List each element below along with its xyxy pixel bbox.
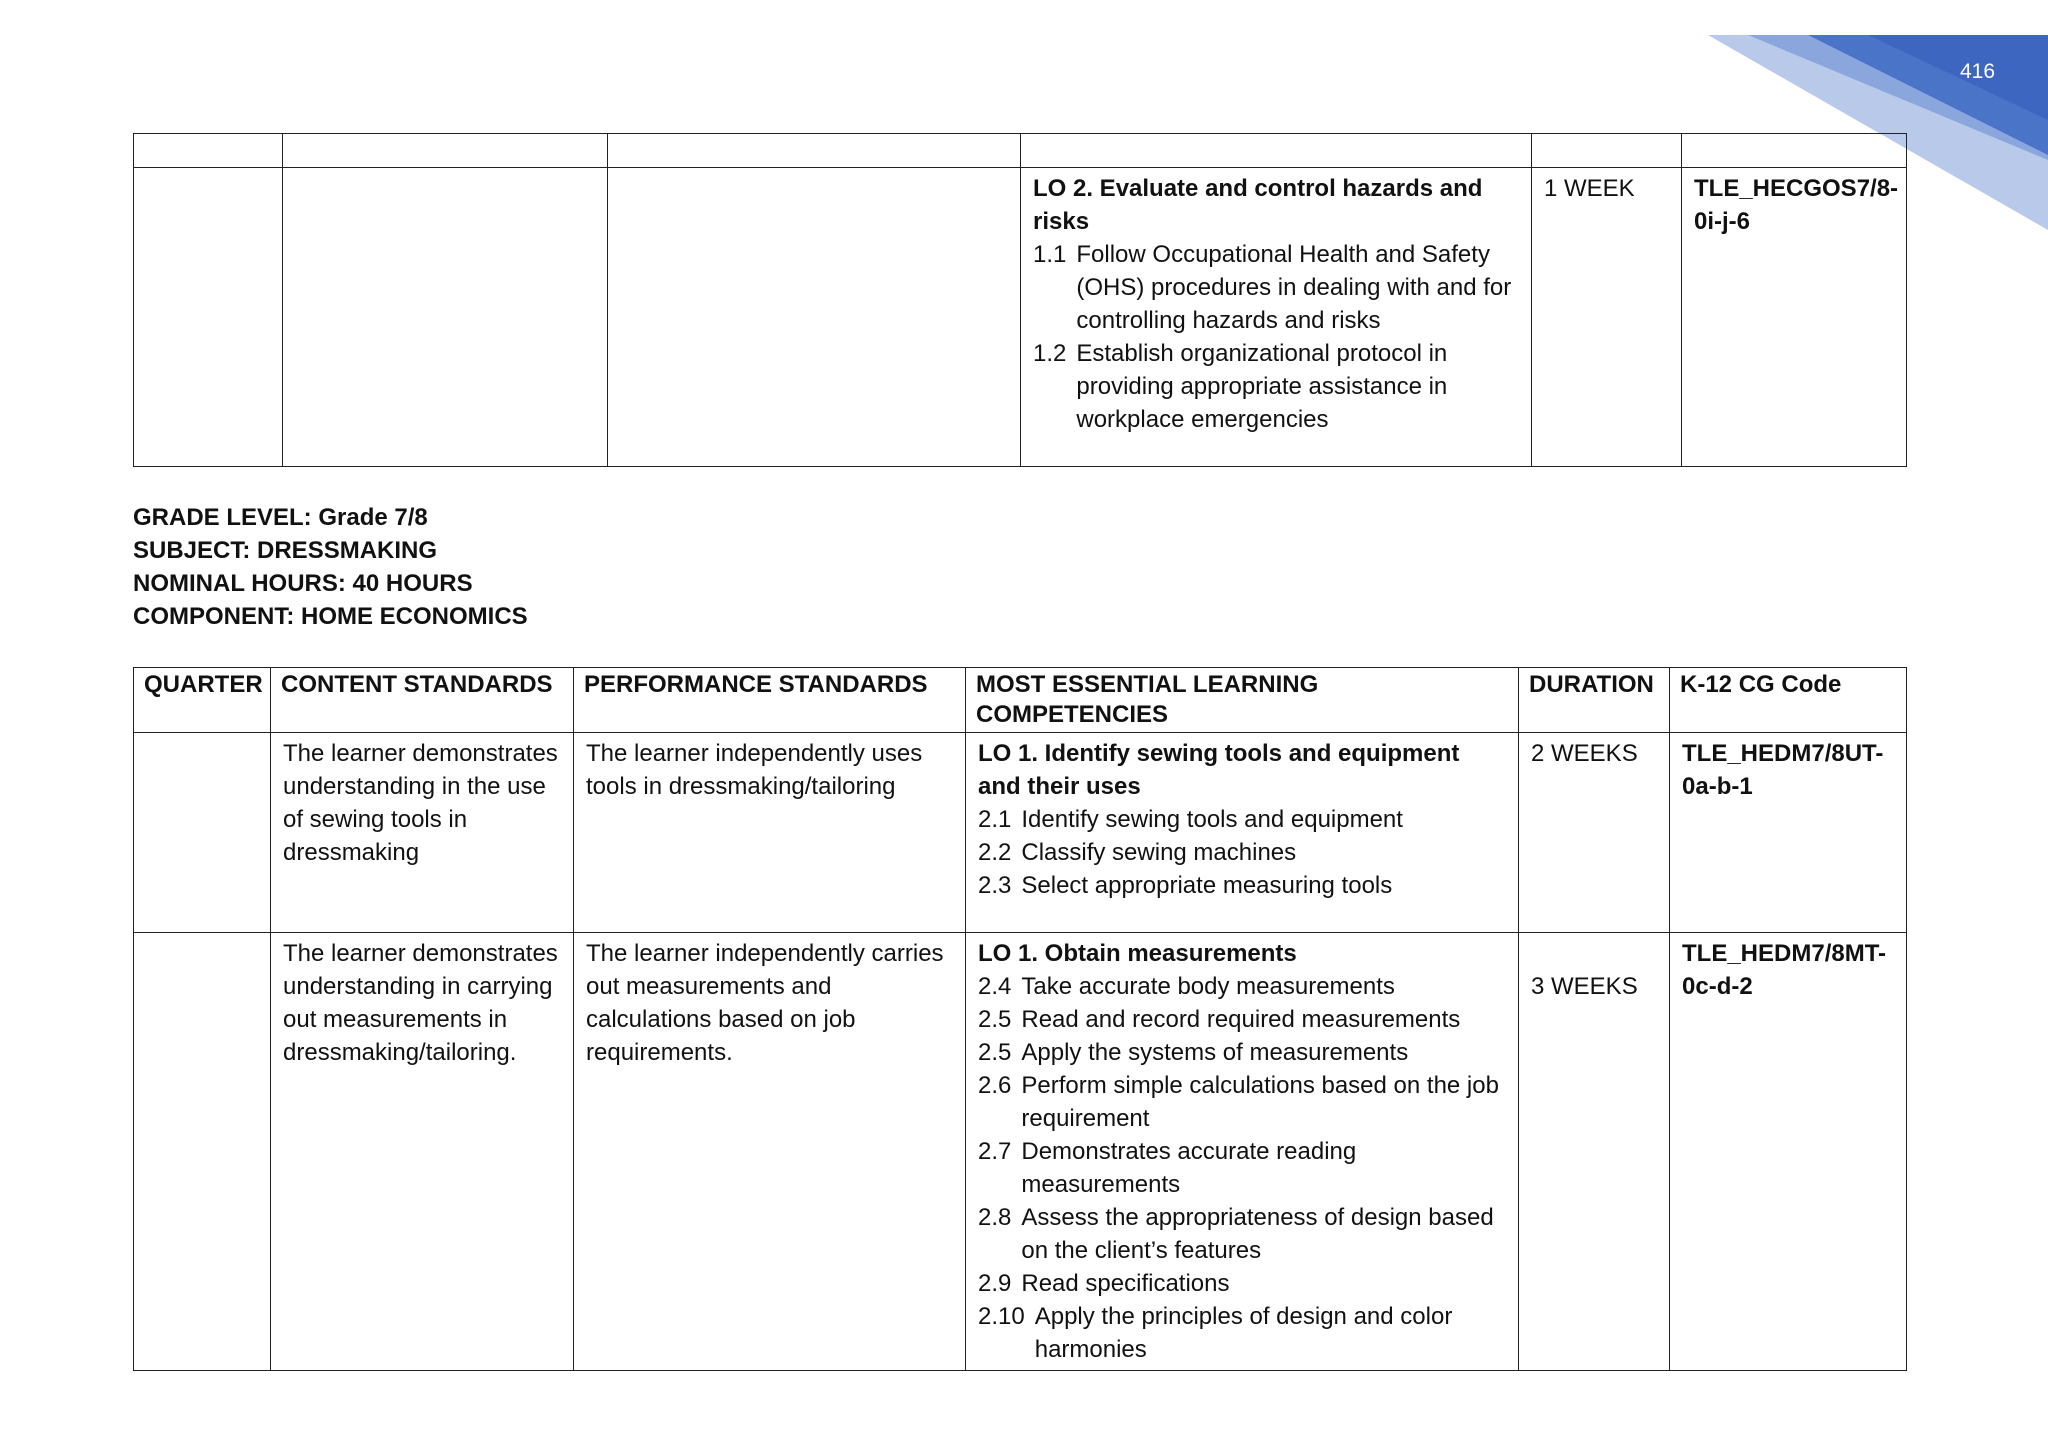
table-cell bbox=[134, 168, 283, 467]
table-row bbox=[134, 733, 1907, 933]
list-item bbox=[978, 869, 1506, 902]
competencies-cell bbox=[966, 733, 1519, 933]
item-text: Take accurate body measurements bbox=[1021, 973, 1395, 1000]
item-text: Follow Occupational Health and Safety (OHS) procedures in dealing with and for controlling hazards and risks bbox=[1076, 241, 1512, 334]
item-number: 2.3 bbox=[978, 872, 1012, 899]
competencies-cell bbox=[1021, 168, 1532, 467]
list-item bbox=[978, 1267, 1506, 1300]
list-item bbox=[978, 1069, 1506, 1135]
header-quarter: QUARTER bbox=[134, 668, 271, 733]
item-text: Select appropriate measuring tools bbox=[1021, 872, 1393, 899]
list-item bbox=[978, 836, 1506, 869]
list-item bbox=[978, 970, 1506, 1003]
table-row bbox=[134, 168, 1907, 467]
list-item bbox=[1033, 238, 1519, 337]
item-number: 2.7 bbox=[978, 1138, 1012, 1165]
quarter-cell bbox=[134, 733, 271, 933]
item-number: 2.1 bbox=[978, 806, 1012, 833]
lo-title: LO 1. Obtain measurements bbox=[978, 940, 1297, 967]
performance-standards-cell: The learner independently uses tools in dressmaking/tailoring bbox=[574, 733, 966, 933]
item-number: 2.4 bbox=[978, 973, 1012, 1000]
item-text: Apply the principles of design and color harmonies bbox=[1034, 1303, 1453, 1363]
top-continuation-table bbox=[133, 133, 1907, 467]
item-number: 2.5 bbox=[978, 1039, 1012, 1066]
duration-cell: 1 WEEK bbox=[1532, 168, 1682, 467]
table-row bbox=[134, 134, 1907, 168]
competencies-cell bbox=[966, 933, 1519, 1371]
list-item bbox=[978, 1201, 1506, 1267]
code-cell: TLE_HEDM7/8UT-0a-b-1 bbox=[1670, 733, 1907, 933]
nominal-hours: NOMINAL HOURS: 40 HOURS bbox=[133, 570, 473, 597]
item-text: Read and record required measurements bbox=[1021, 1006, 1461, 1033]
item-text: Assess the appropriateness of design based on the client’s features bbox=[1021, 1204, 1494, 1264]
item-number: 2.10 bbox=[978, 1303, 1025, 1330]
content-standards-cell: The learner demonstrates understanding in the use of sewing tools in dressmaking bbox=[271, 733, 574, 933]
component: COMPONENT: HOME ECONOMICS bbox=[133, 603, 528, 630]
item-number: 2.5 bbox=[978, 1006, 1012, 1033]
item-text: Perform simple calculations based on the job requirement bbox=[1021, 1072, 1499, 1132]
code-cell: TLE_HEDM7/8MT-0c-d-2 bbox=[1670, 933, 1907, 1371]
curriculum-table bbox=[133, 667, 1907, 1371]
grade-level: GRADE LEVEL: Grade 7/8 bbox=[133, 504, 428, 531]
item-text: Classify sewing machines bbox=[1021, 839, 1297, 866]
list-item bbox=[978, 1036, 1506, 1069]
header-performance-standards: PERFORMANCE STANDARDS bbox=[574, 668, 966, 733]
item-number: 2.2 bbox=[978, 839, 1012, 866]
table-row bbox=[134, 933, 1907, 1371]
list-item bbox=[978, 1300, 1506, 1366]
table-header-row bbox=[134, 668, 1907, 733]
list-item bbox=[978, 1003, 1506, 1036]
item-number: 2.9 bbox=[978, 1270, 1012, 1297]
header-duration: DURATION bbox=[1519, 668, 1670, 733]
header-content-standards: CONTENT STANDARDS bbox=[271, 668, 574, 733]
item-number: 1.2 bbox=[1033, 340, 1067, 367]
list-item bbox=[978, 803, 1506, 836]
lo-title: LO 2. Evaluate and control hazards and risks bbox=[1033, 175, 1483, 235]
duration-cell: 2 WEEKS bbox=[1519, 733, 1670, 933]
duration-cell: 3 WEEKS bbox=[1519, 933, 1670, 1371]
lo-title: LO 1. Identify sewing tools and equipment and their uses bbox=[978, 740, 1460, 800]
header-code: K-12 CG Code bbox=[1670, 668, 1907, 733]
list-item bbox=[978, 1135, 1506, 1201]
item-text: Read specifications bbox=[1021, 1270, 1230, 1297]
item-text: Identify sewing tools and equipment bbox=[1021, 806, 1403, 833]
item-text: Apply the systems of measurements bbox=[1021, 1039, 1409, 1066]
item-text: Establish organizational protocol in providing appropriate assistance in workplace emergencies bbox=[1076, 340, 1448, 433]
item-number: 2.6 bbox=[978, 1072, 1012, 1099]
header-competencies: MOST ESSENTIAL LEARNING COMPETENCIES bbox=[966, 668, 1519, 733]
code-cell: TLE_HECGOS7/8-0i-j-6 bbox=[1682, 168, 1907, 467]
table-cell bbox=[283, 168, 608, 467]
table-cell bbox=[608, 168, 1021, 467]
subject: SUBJECT: DRESSMAKING bbox=[133, 537, 438, 564]
performance-standards-cell: The learner independently carries out measurements and calculations based on job requirements. bbox=[574, 933, 966, 1371]
content-standards-cell: The learner demonstrates understanding in carrying out measurements in dressmaking/tailoring. bbox=[271, 933, 574, 1371]
item-number: 1.1 bbox=[1033, 241, 1067, 268]
quarter-cell bbox=[134, 933, 271, 1371]
list-item bbox=[1033, 337, 1519, 436]
course-info bbox=[133, 501, 528, 633]
page-number: 416 bbox=[1960, 60, 1996, 83]
item-number: 2.8 bbox=[978, 1204, 1012, 1231]
item-text: Demonstrates accurate reading measurements bbox=[1021, 1138, 1357, 1198]
